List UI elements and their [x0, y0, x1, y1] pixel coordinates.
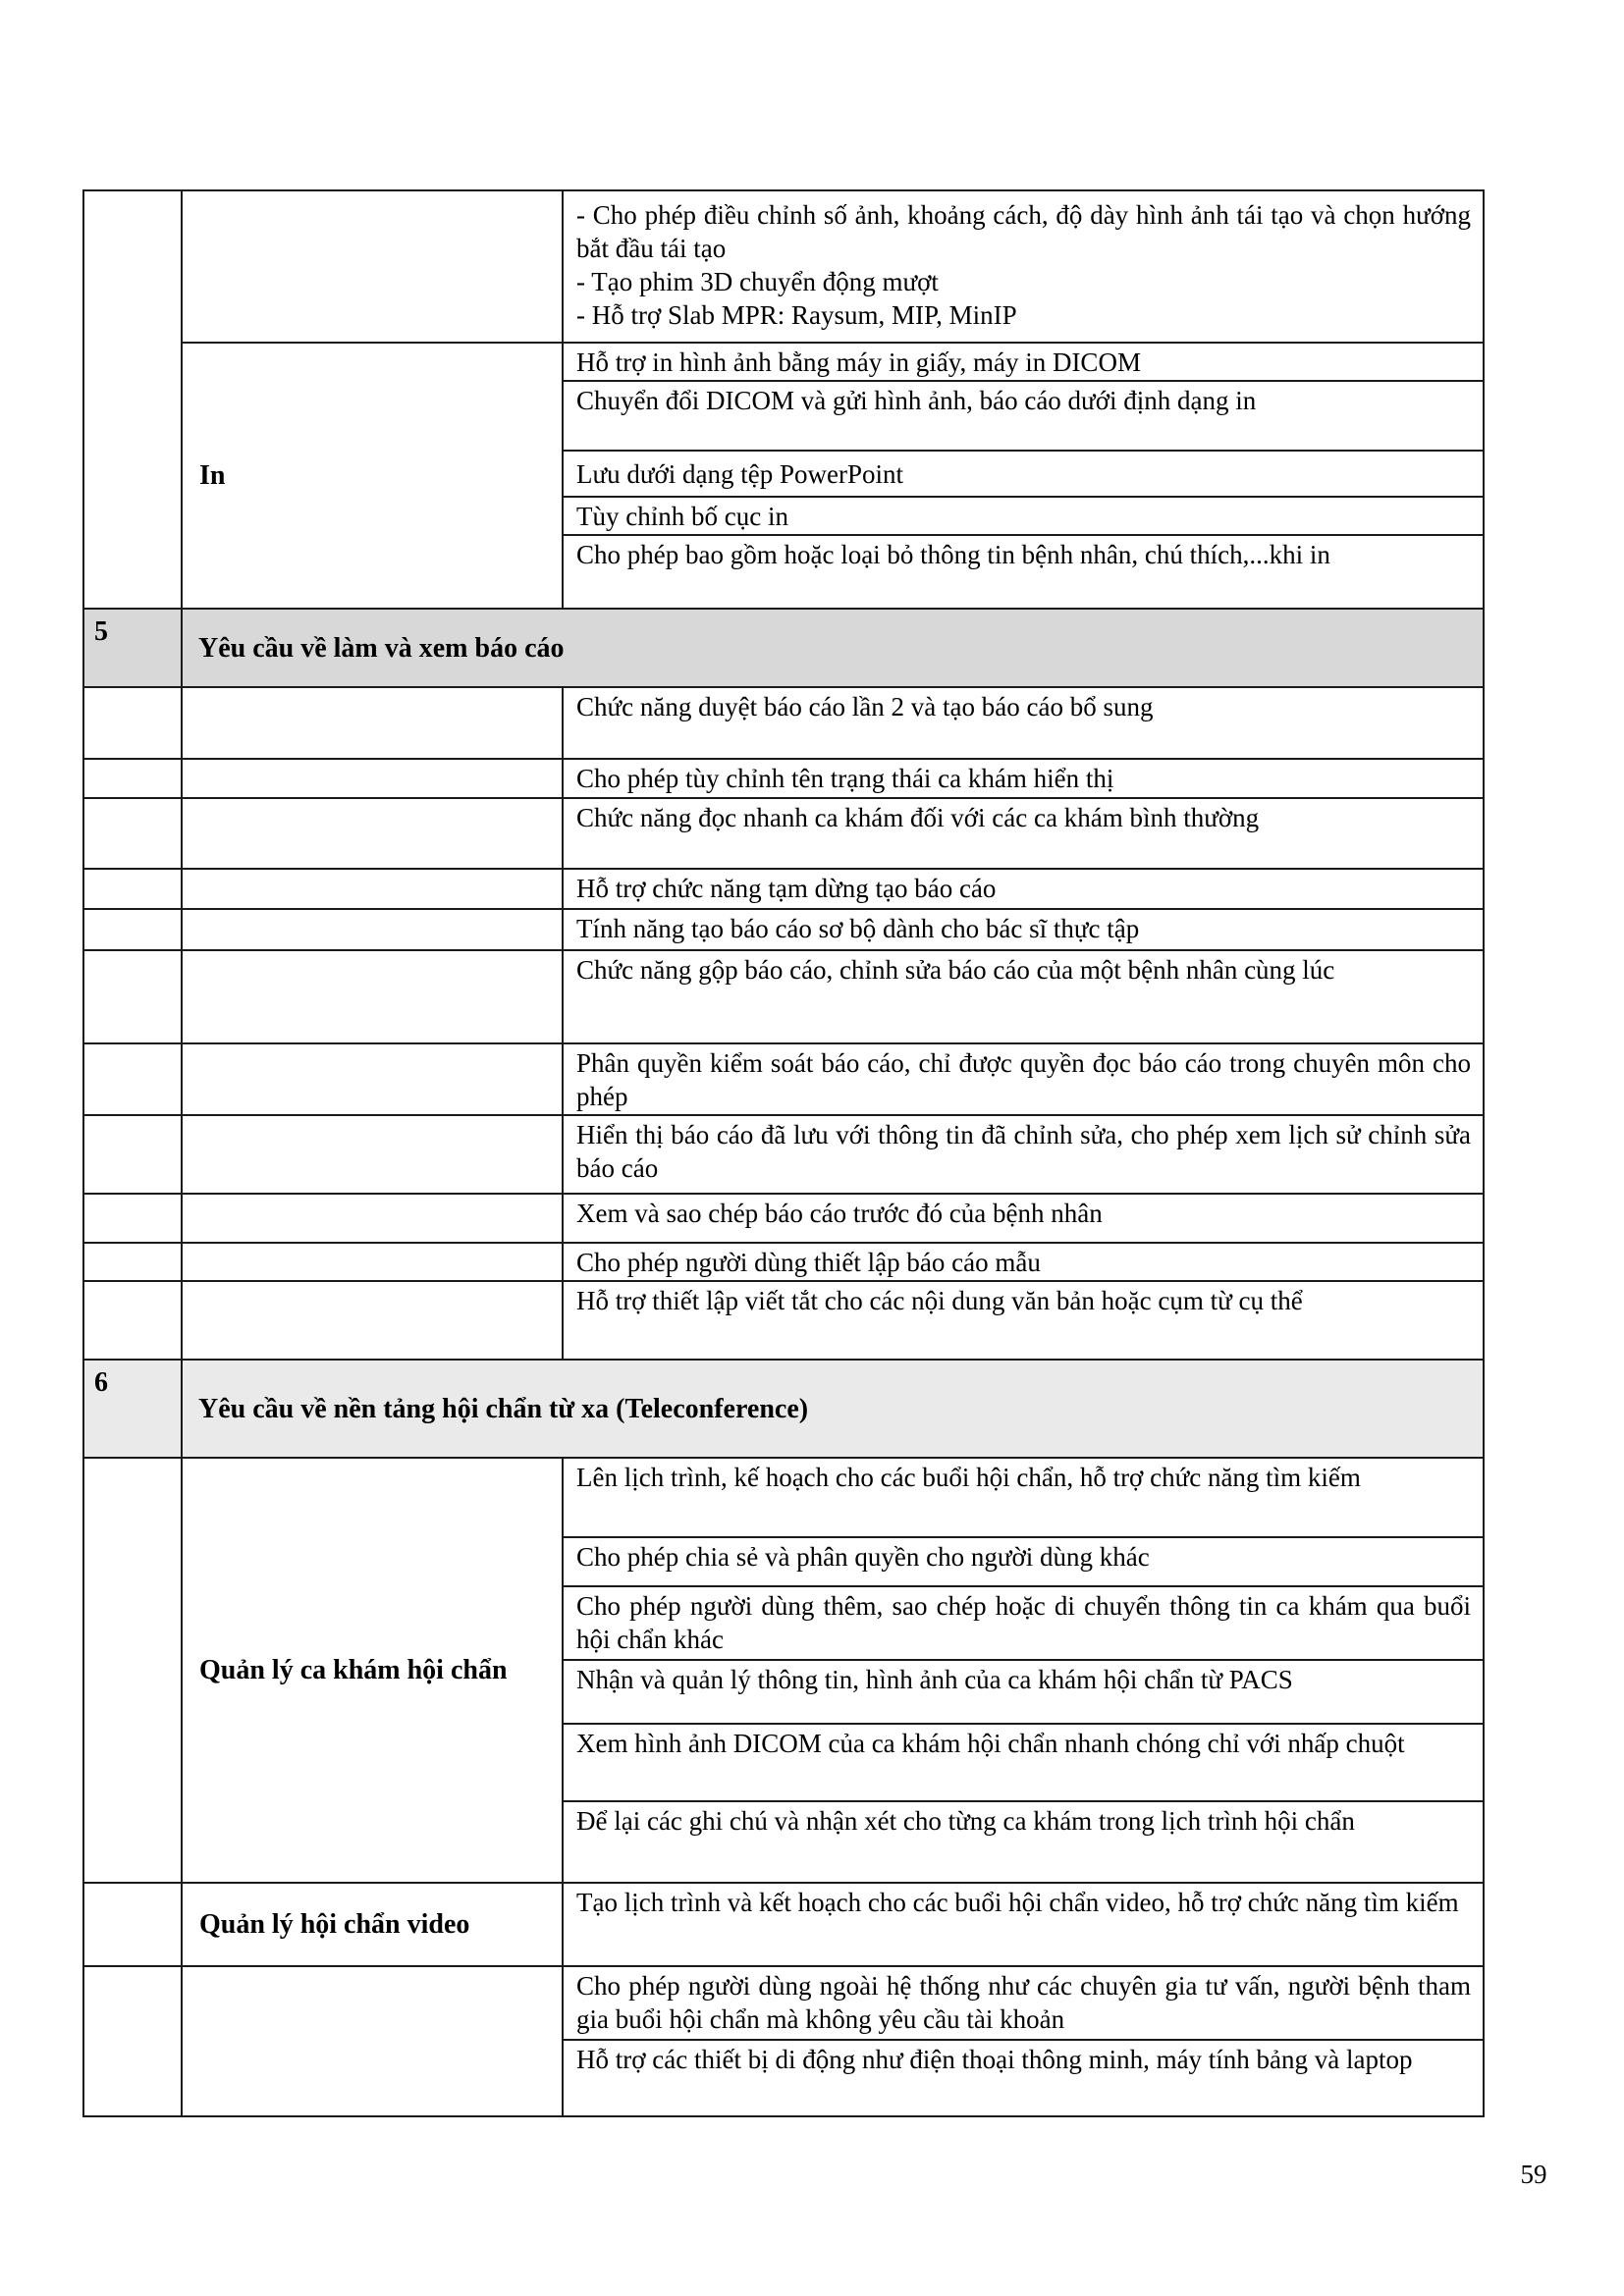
- stt-empty-cell: [83, 1043, 182, 1115]
- requirement-cell: Hỗ trợ in hình ảnh bằng máy in giấy, máy in DICOM: [563, 343, 1484, 381]
- stt-empty-cell: [83, 1281, 182, 1360]
- section-title: Yêu cầu về nền tảng hội chẩn từ xa (Teleconference): [182, 1360, 1484, 1458]
- requirement-cell: Xem hình ảnh DICOM của ca khám hội chẩn nhanh chóng chỉ với nhấp chuột: [563, 1724, 1484, 1801]
- stt-empty-cell: [83, 1115, 182, 1194]
- requirement-cell: Tùy chỉnh bố cục in: [563, 497, 1484, 535]
- stt-empty-cell: [83, 1458, 182, 1883]
- category-empty-cell: [182, 950, 563, 1043]
- category-empty-cell: [182, 869, 563, 909]
- section-title: Yêu cầu về làm và xem báo cáo: [182, 609, 1484, 687]
- category-empty-cell: [182, 798, 563, 869]
- requirement-cell: Hỗ trợ thiết lập viết tắt cho các nội dung văn bản hoặc cụm từ cụ thể: [563, 1281, 1484, 1360]
- category-label-consult-case: Quản lý ca khám hội chẩn: [182, 1458, 563, 1883]
- requirement-cell: Lên lịch trình, kế hoạch cho các buổi hội chẩn, hỗ trợ chức năng tìm kiếm: [563, 1458, 1484, 1537]
- requirement-cell: Chuyển đổi DICOM và gửi hình ảnh, báo cáo dưới định dạng in: [563, 381, 1484, 451]
- category-empty-cell: [182, 1115, 563, 1194]
- category-empty-cell: [182, 1966, 563, 2116]
- requirement-cell: Xem và sao chép báo cáo trước đó của bệnh nhân: [563, 1194, 1484, 1243]
- stt-empty-cell: [83, 909, 182, 950]
- requirement-cell: Phân quyền kiểm soát báo cáo, chỉ được quyền đọc báo cáo trong chuyên môn cho phép: [563, 1043, 1484, 1115]
- stt-empty-cell: [83, 1883, 182, 1966]
- stt-empty-cell: [83, 759, 182, 798]
- requirement-cell: [563, 190, 1484, 343]
- category-empty-cell: [182, 1243, 563, 1281]
- stt-empty-cell: [83, 869, 182, 909]
- requirement-cell: Tính năng tạo báo cáo sơ bộ dành cho bác sĩ thực tập: [563, 909, 1484, 950]
- requirement-cell: Hiển thị báo cáo đã lưu với thông tin đã chỉnh sửa, cho phép xem lịch sử chỉnh sửa báo cáo: [563, 1115, 1484, 1194]
- category-empty-cell: [182, 1043, 563, 1115]
- requirement-line: - Hỗ trợ Slab MPR: Raysum, MIP, MinIP: [576, 300, 1017, 330]
- stt-empty-cell: [83, 950, 182, 1043]
- requirement-cell: Chức năng đọc nhanh ca khám đối với các ca khám bình thường: [563, 798, 1484, 869]
- category-label-video-consult: Quản lý hội chẩn video: [182, 1883, 563, 1966]
- requirement-cell: Cho phép bao gồm hoặc loại bỏ thông tin bệnh nhân, chú thích,...khi in: [563, 535, 1484, 609]
- stt-empty-cell: [83, 1243, 182, 1281]
- page-number: 59: [1520, 2160, 1547, 2189]
- stt-empty-cell: [83, 687, 182, 759]
- category-empty-cell: [182, 190, 563, 343]
- requirement-line: - Cho phép điều chỉnh số ảnh, khoảng cách, độ dày hình ảnh tái tạo và chọn hướng bắt đầu tái tạo: [576, 200, 1471, 263]
- category-label-in: In: [182, 343, 563, 609]
- category-empty-cell: [182, 909, 563, 950]
- requirements-table: [82, 189, 1485, 2117]
- requirement-cell: Cho phép người dùng ngoài hệ thống như các chuyên gia tư vấn, người bệnh tham gia buổi hội chẩn mà không yêu cầu tài khoản: [563, 1966, 1484, 2040]
- requirement-cell: Lưu dưới dạng tệp PowerPoint: [563, 451, 1484, 497]
- stt-empty-cell: [83, 190, 182, 609]
- requirement-cell: Để lại các ghi chú và nhận xét cho từng ca khám trong lịch trình hội chẩn: [563, 1801, 1484, 1883]
- requirement-cell: Tạo lịch trình và kết hoạch cho các buổi hội chẩn video, hỗ trợ chức năng tìm kiếm: [563, 1883, 1484, 1966]
- requirement-line: - Tạo phim 3D chuyển động mượt: [576, 267, 939, 296]
- category-empty-cell: [182, 687, 563, 759]
- requirement-cell: Hỗ trợ các thiết bị di động như điện thoại thông minh, máy tính bảng và laptop: [563, 2040, 1484, 2116]
- stt-empty-cell: [83, 1194, 182, 1243]
- requirement-cell: Cho phép tùy chỉnh tên trạng thái ca khám hiển thị: [563, 759, 1484, 798]
- section-number: 6: [83, 1360, 182, 1458]
- section-number: 5: [83, 609, 182, 687]
- requirement-cell: Chức năng gộp báo cáo, chỉnh sửa báo cáo của một bệnh nhân cùng lúc: [563, 950, 1484, 1043]
- category-empty-cell: [182, 759, 563, 798]
- requirement-cell: Cho phép người dùng thêm, sao chép hoặc di chuyển thông tin ca khám qua buổi hội chẩn khác: [563, 1586, 1484, 1660]
- requirement-cell: Nhận và quản lý thông tin, hình ảnh của ca khám hội chẩn từ PACS: [563, 1660, 1484, 1724]
- requirement-cell: Hỗ trợ chức năng tạm dừng tạo báo cáo: [563, 869, 1484, 909]
- category-empty-cell: [182, 1281, 563, 1360]
- requirement-cell: Cho phép chia sẻ và phân quyền cho người dùng khác: [563, 1537, 1484, 1586]
- category-empty-cell: [182, 1194, 563, 1243]
- requirement-cell: Chức năng duyệt báo cáo lần 2 và tạo báo cáo bổ sung: [563, 687, 1484, 759]
- stt-empty-cell: [83, 1966, 182, 2116]
- requirement-cell: Cho phép người dùng thiết lập báo cáo mẫu: [563, 1243, 1484, 1281]
- stt-empty-cell: [83, 798, 182, 869]
